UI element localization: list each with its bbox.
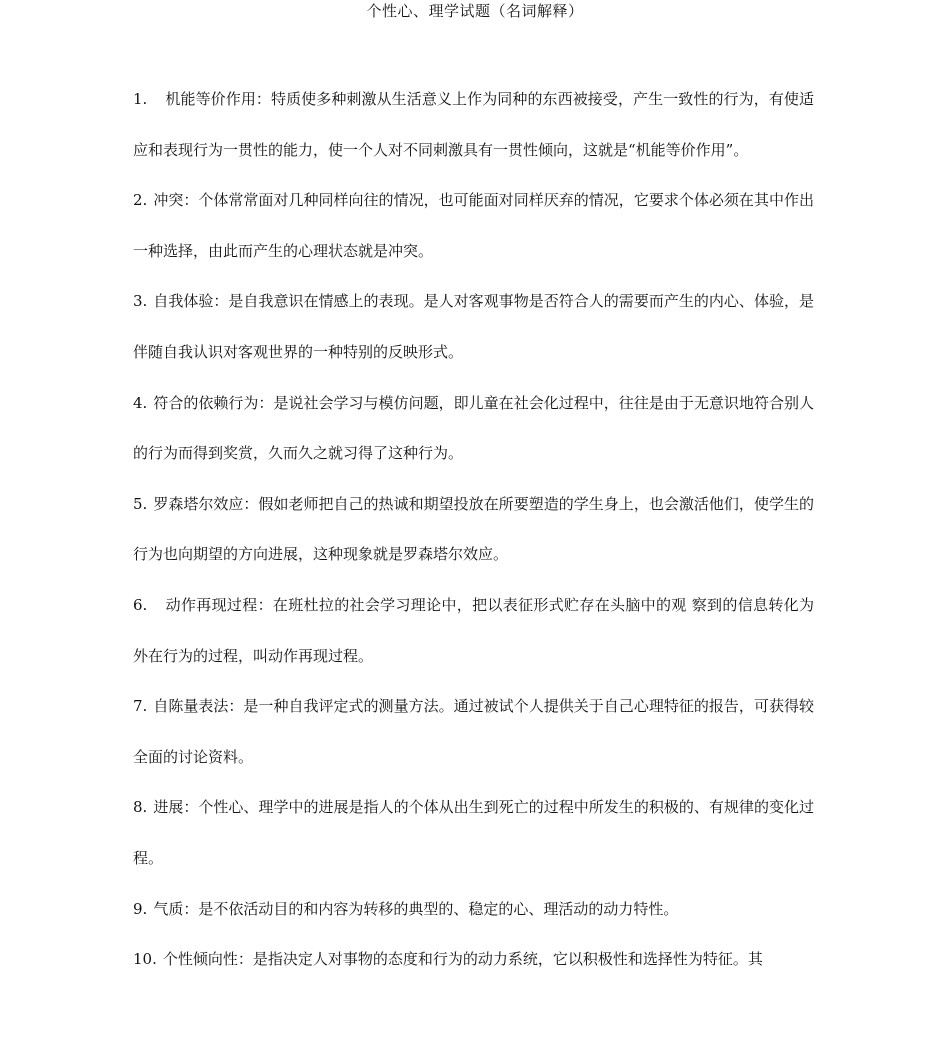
list-item bbox=[133, 175, 814, 276]
item-number: 1. bbox=[133, 90, 148, 108]
item-number: 9. bbox=[133, 899, 148, 918]
item-text: 冲突：个体常常面对几种同样向往的情况，也可能面对同样厌弃的情况，它要求个体必须在其中作出一种选择，由此而产生的心理状态就是冲突。 bbox=[133, 191, 814, 260]
list-item bbox=[133, 884, 814, 935]
list-item bbox=[133, 681, 814, 782]
list-item bbox=[133, 934, 814, 985]
item-number: 7. bbox=[133, 697, 148, 716]
item-text: 机能等价作用：特质使多种刺激从生活意义上作为同种的东西被接受，产生一致性的行为，有使适应和表现行为一贯性的能力，使一个人对不同刺激具有一贯性倾向，这就是“机能等价作用”。 bbox=[133, 90, 814, 159]
list-item bbox=[133, 276, 814, 377]
item-text: 符合的依赖行为：是说社会学习与模仿问题，即儿童在社会化过程中，往往是由于无意识地符合别人的行为而得到奖赏，久而久之就习得了这种行为。 bbox=[133, 393, 814, 463]
item-text: 罗森塔尔效应：假如老师把自己的热诚和期望投放在所要塑造的学生身上，也会激活他们，使学生的行为也向期望的方向进展，这种现象就是罗森塔尔效应。 bbox=[133, 494, 814, 564]
item-number: 6. bbox=[133, 595, 148, 614]
item-number: 3. bbox=[133, 292, 148, 311]
item-number: 2. bbox=[133, 191, 148, 210]
item-number: 4. bbox=[133, 393, 148, 412]
item-text: 动作再现过程：在班杜拉的社会学习理论中，把以表征形式贮存在头脑中的观 察到的信息转化为外在行为的过程，叫动作再现过程。 bbox=[133, 595, 814, 665]
item-text: 气质：是不依活动目的和内容为转移的典型的、稳定的心、理活动的动力特性。 bbox=[153, 899, 679, 918]
item-text: 自陈量表法：是一种自我评定式的测量方法。通过被试个人提供关于自己心理特征的报告，可获得较全面的讨论资料。 bbox=[133, 697, 814, 766]
list-item bbox=[133, 74, 814, 175]
item-number: 5. bbox=[133, 494, 148, 513]
document-title: 个性心、理学试题（名词解释） bbox=[366, 2, 584, 20]
item-number: 8. bbox=[133, 798, 148, 817]
item-text: 个性倾向性：是指决定人对事物的态度和行为的动力系统，它以积极性和选择性为特征。其 bbox=[162, 950, 763, 969]
list-item bbox=[133, 580, 814, 681]
list-item bbox=[133, 378, 814, 479]
document-body bbox=[133, 74, 814, 985]
list-item bbox=[133, 479, 814, 580]
list-item bbox=[133, 782, 814, 883]
item-text: 自我体验：是自我意识在情感上的表现。是人对客观事物是否符合人的需要而产生的内心、体验，是伴随自我认识对客观世界的一种特别的反映形式。 bbox=[133, 292, 814, 361]
item-text: 进展：个性心、理学中的进展是指人的个体从出生到死亡的过程中所发生的积极的、有规律的变化过程。 bbox=[133, 798, 814, 867]
item-number: 10. bbox=[133, 950, 157, 969]
